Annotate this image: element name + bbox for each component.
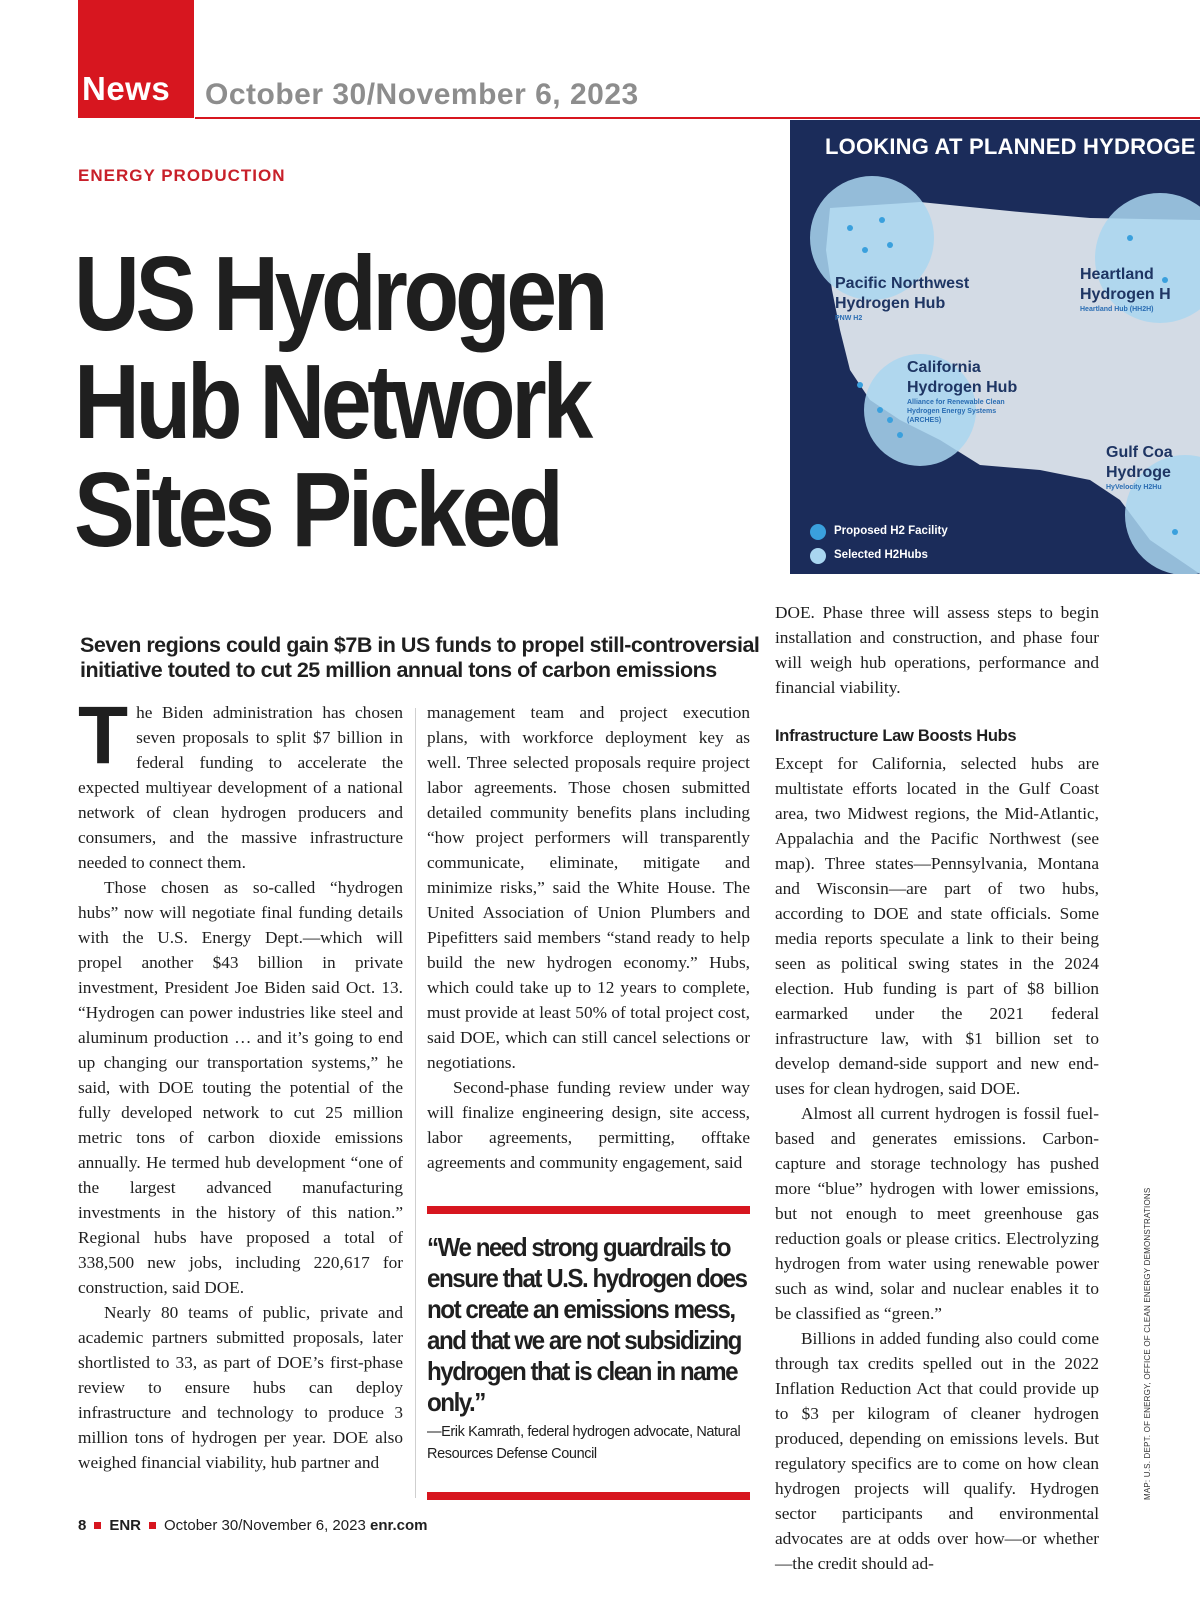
body-paragraph-7: Billions in added funding also could come through tax credits spelled out in the 2022 Inflation Reduction Act that could provide up to $3 per kilogram of cleaner hydrogen produced, depending on emissions levels. But regulatory specifics are to come on how clean hydrogen projects will qualify. Hydrogen sector participants and environmental advocates are at odds over how—or whether—the credit should ad- [775, 1329, 1099, 1573]
facility-dot [862, 247, 868, 253]
map-label-gulf-coast [1106, 443, 1173, 492]
article-headline [74, 235, 667, 569]
hub-name: Hydroge [1106, 464, 1171, 481]
body-column-3 [775, 600, 1099, 1576]
footer-separator [149, 1522, 156, 1529]
map-label-california [907, 358, 1017, 425]
paragraph-1-text: he Biden administration has chosen seven proposals to split $7 billion in federal funding to accelerate the expected multiyear development of a national network of clean hydrogen producers and consumers, and the massive infrastructure needed to connect them. [78, 703, 403, 872]
article-subhead: Infrastructure Law Boosts Hubs [775, 727, 1017, 745]
footer-site: enr.com [369, 1517, 428, 1534]
facility-dot [887, 242, 893, 248]
hub-subtitle: Alliance for Renewable Clean [907, 399, 1005, 406]
hub-name: Hydrogen Hub [835, 295, 946, 312]
footer-separator [94, 1522, 101, 1529]
hydrogen-hub-map [790, 120, 1200, 574]
us-map-graphic [790, 120, 1200, 574]
column-divider [415, 708, 416, 1498]
facility-dot [1127, 235, 1133, 241]
body-paragraph-2: Those chosen as so-called “hydrogen hubs” now will negotiate final funding details with the U.S. Energy Dept.—which will propel another $43 billion in private investment, President Joe Biden said Oct. 13. “Hydrogen can power industries like steel and aluminum production … and it’s going to end up changing our transportation systems,” he said, with DOE touting the potential of the fully developed network to cut 25 million metric tons of carbon dioxide emissions annually. He termed hub development “one of the largest advanced manufacturing investments in the history of this nation.” Regional hubs have proposed a total of 338,500 new jobs, including 220,617 for construction, said DOE. [78, 878, 403, 1297]
map-title: LOOKING AT PLANNED HYDROGE [825, 134, 1196, 159]
facility-dot [1172, 529, 1178, 535]
facility-dot [887, 417, 893, 423]
hub-name: California [907, 359, 981, 376]
pull-quote-top-rule [427, 1206, 750, 1214]
headline-line-3: Sites Picked [74, 451, 560, 569]
body-paragraph-3: Nearly 80 teams of public, private and academic partners submitted proposals, later shortlisted to 33, as part of DOE’s first-phase review to ensure hubs can deploy infrastructure and technology to produce 3 million tons of hydrogen per year. DOE also weighed financial viability, hub partner and [78, 1303, 403, 1472]
issue-date: October 30/November 6, 2023 [205, 78, 639, 111]
footer-publication: ENR [109, 1517, 142, 1534]
legend-selected-dot [810, 548, 826, 564]
facility-dot [847, 225, 853, 231]
facility-dot [857, 382, 863, 388]
page-number: 8 [78, 1517, 87, 1534]
pull-quote-bottom-rule [427, 1492, 750, 1500]
hub-subtitle: Hydrogen Energy Systems [907, 408, 997, 415]
body-column-1 [78, 690, 403, 1475]
facility-dot [877, 407, 883, 413]
hub-name: Heartland [1080, 266, 1154, 283]
headline-line-2: Hub Network [74, 343, 589, 461]
hub-name: Hydrogen Hub [907, 379, 1018, 396]
hub-name: Pacific Northwest [835, 275, 970, 292]
header-rule [195, 117, 1200, 119]
body-paragraph-1 [78, 690, 403, 875]
facility-dot [897, 432, 903, 438]
facility-dot [879, 217, 885, 223]
legend-proposed-label: Proposed H2 Facility [834, 525, 948, 537]
section-label: News [82, 70, 171, 107]
map-label-pnw [835, 274, 969, 323]
body-paragraph-3-continued: management team and project execution plans, with workforce deployment key as well. Three selected proposals require project labor agreements. Those chosen submitted detailed community benefits plans including “how project performers will transparently communicate, eliminate, mitigate and minimize risks,” said the White House. The United Association of Union Plumbers and Pipefitters said members “stand ready to help build the new hydrogen economy.” Hubs, which could take up to 12 years to complete, must provide at least 50% of total project cost, said DOE, which can still cancel selections or negotiations. [427, 703, 750, 1072]
legend-selected-label: Selected H2Hubs [834, 549, 928, 561]
hub-subtitle: PNW H2 [835, 315, 863, 322]
map-label-heartland [1080, 265, 1171, 314]
headline-line-1: US Hydrogen [74, 235, 605, 353]
body-column-2 [427, 700, 750, 1175]
hub-subtitle: HyVelocity H2Hu [1106, 484, 1162, 491]
hub-name: Gulf Coa [1106, 444, 1173, 461]
legend-proposed-dot [810, 524, 826, 540]
footer-date: October 30/November 6, 2023 [164, 1517, 366, 1534]
body-paragraph-6: Almost all current hydrogen is fossil fuel-based and generates emissions. Carbon-capture and storage technology has pushed more “blue” hydrogen with lower emissions, but not enough to meet greenhouse gas reduction goals or please critics. Electrolyzing hydrogen from water using renewable power such as wind, solar and nuclear enables it to be classified as “green.” [775, 1104, 1099, 1323]
pull-quote-attribution: —Erik Kamrath, federal hydrogen advocate, Natural Resources Defense Council [427, 1424, 741, 1462]
hub-subtitle: Heartland Hub (HH2H) [1080, 306, 1154, 313]
page-footer [78, 1517, 428, 1534]
pull-quote: “We need strong guardrails to ensure that U.S. hydrogen does not create an emissions mess, and that we are not subsidizing hydrogen that is clean in name only.” [427, 1232, 747, 1417]
article-deck: Seven regions could gain $7B in US funds to propel still-controversial initiative touted to cut 25 million annual tons of carbon emissions [80, 633, 760, 682]
body-paragraph-4-continued: DOE. Phase three will assess steps to begin installation and construction, and phase four will weigh hub operations, performance and financial viability. [775, 603, 1099, 697]
hub-subtitle: (ARCHES) [907, 417, 942, 424]
drop-cap: T [78, 690, 129, 781]
map-credit: MAP: U.S. DEPT. OF ENERGY, OFFICE OF CLEAN ENERGY DEMONSTRATIONS [1143, 1187, 1152, 1500]
hub-name: Hydrogen H [1080, 286, 1171, 303]
body-paragraph-4: Second-phase funding review under way will finalize engineering design, site access, labor agreements, permitting, offtake agreements and community engagement, said [427, 1078, 750, 1172]
article-kicker: ENERGY PRODUCTION [78, 166, 286, 185]
body-paragraph-5: Except for California, selected hubs are multistate efforts located in the Gulf Coast area, two Midwest regions, the Mid-Atlantic, Appalachia and the Pacific Northwest (see map). Three states—Pennsylvania, Montana and Wisconsin—are part of two hubs, according to DOE and state officials. Some media reports speculate a link to their being seen as political swing states in the 2024 election. Hub funding is part of $8 billion earmarked under the 2021 federal infrastructure law, with $1 billion set to develop demand-side support and new end-uses for clean hydrogen, said DOE. [775, 754, 1099, 1098]
